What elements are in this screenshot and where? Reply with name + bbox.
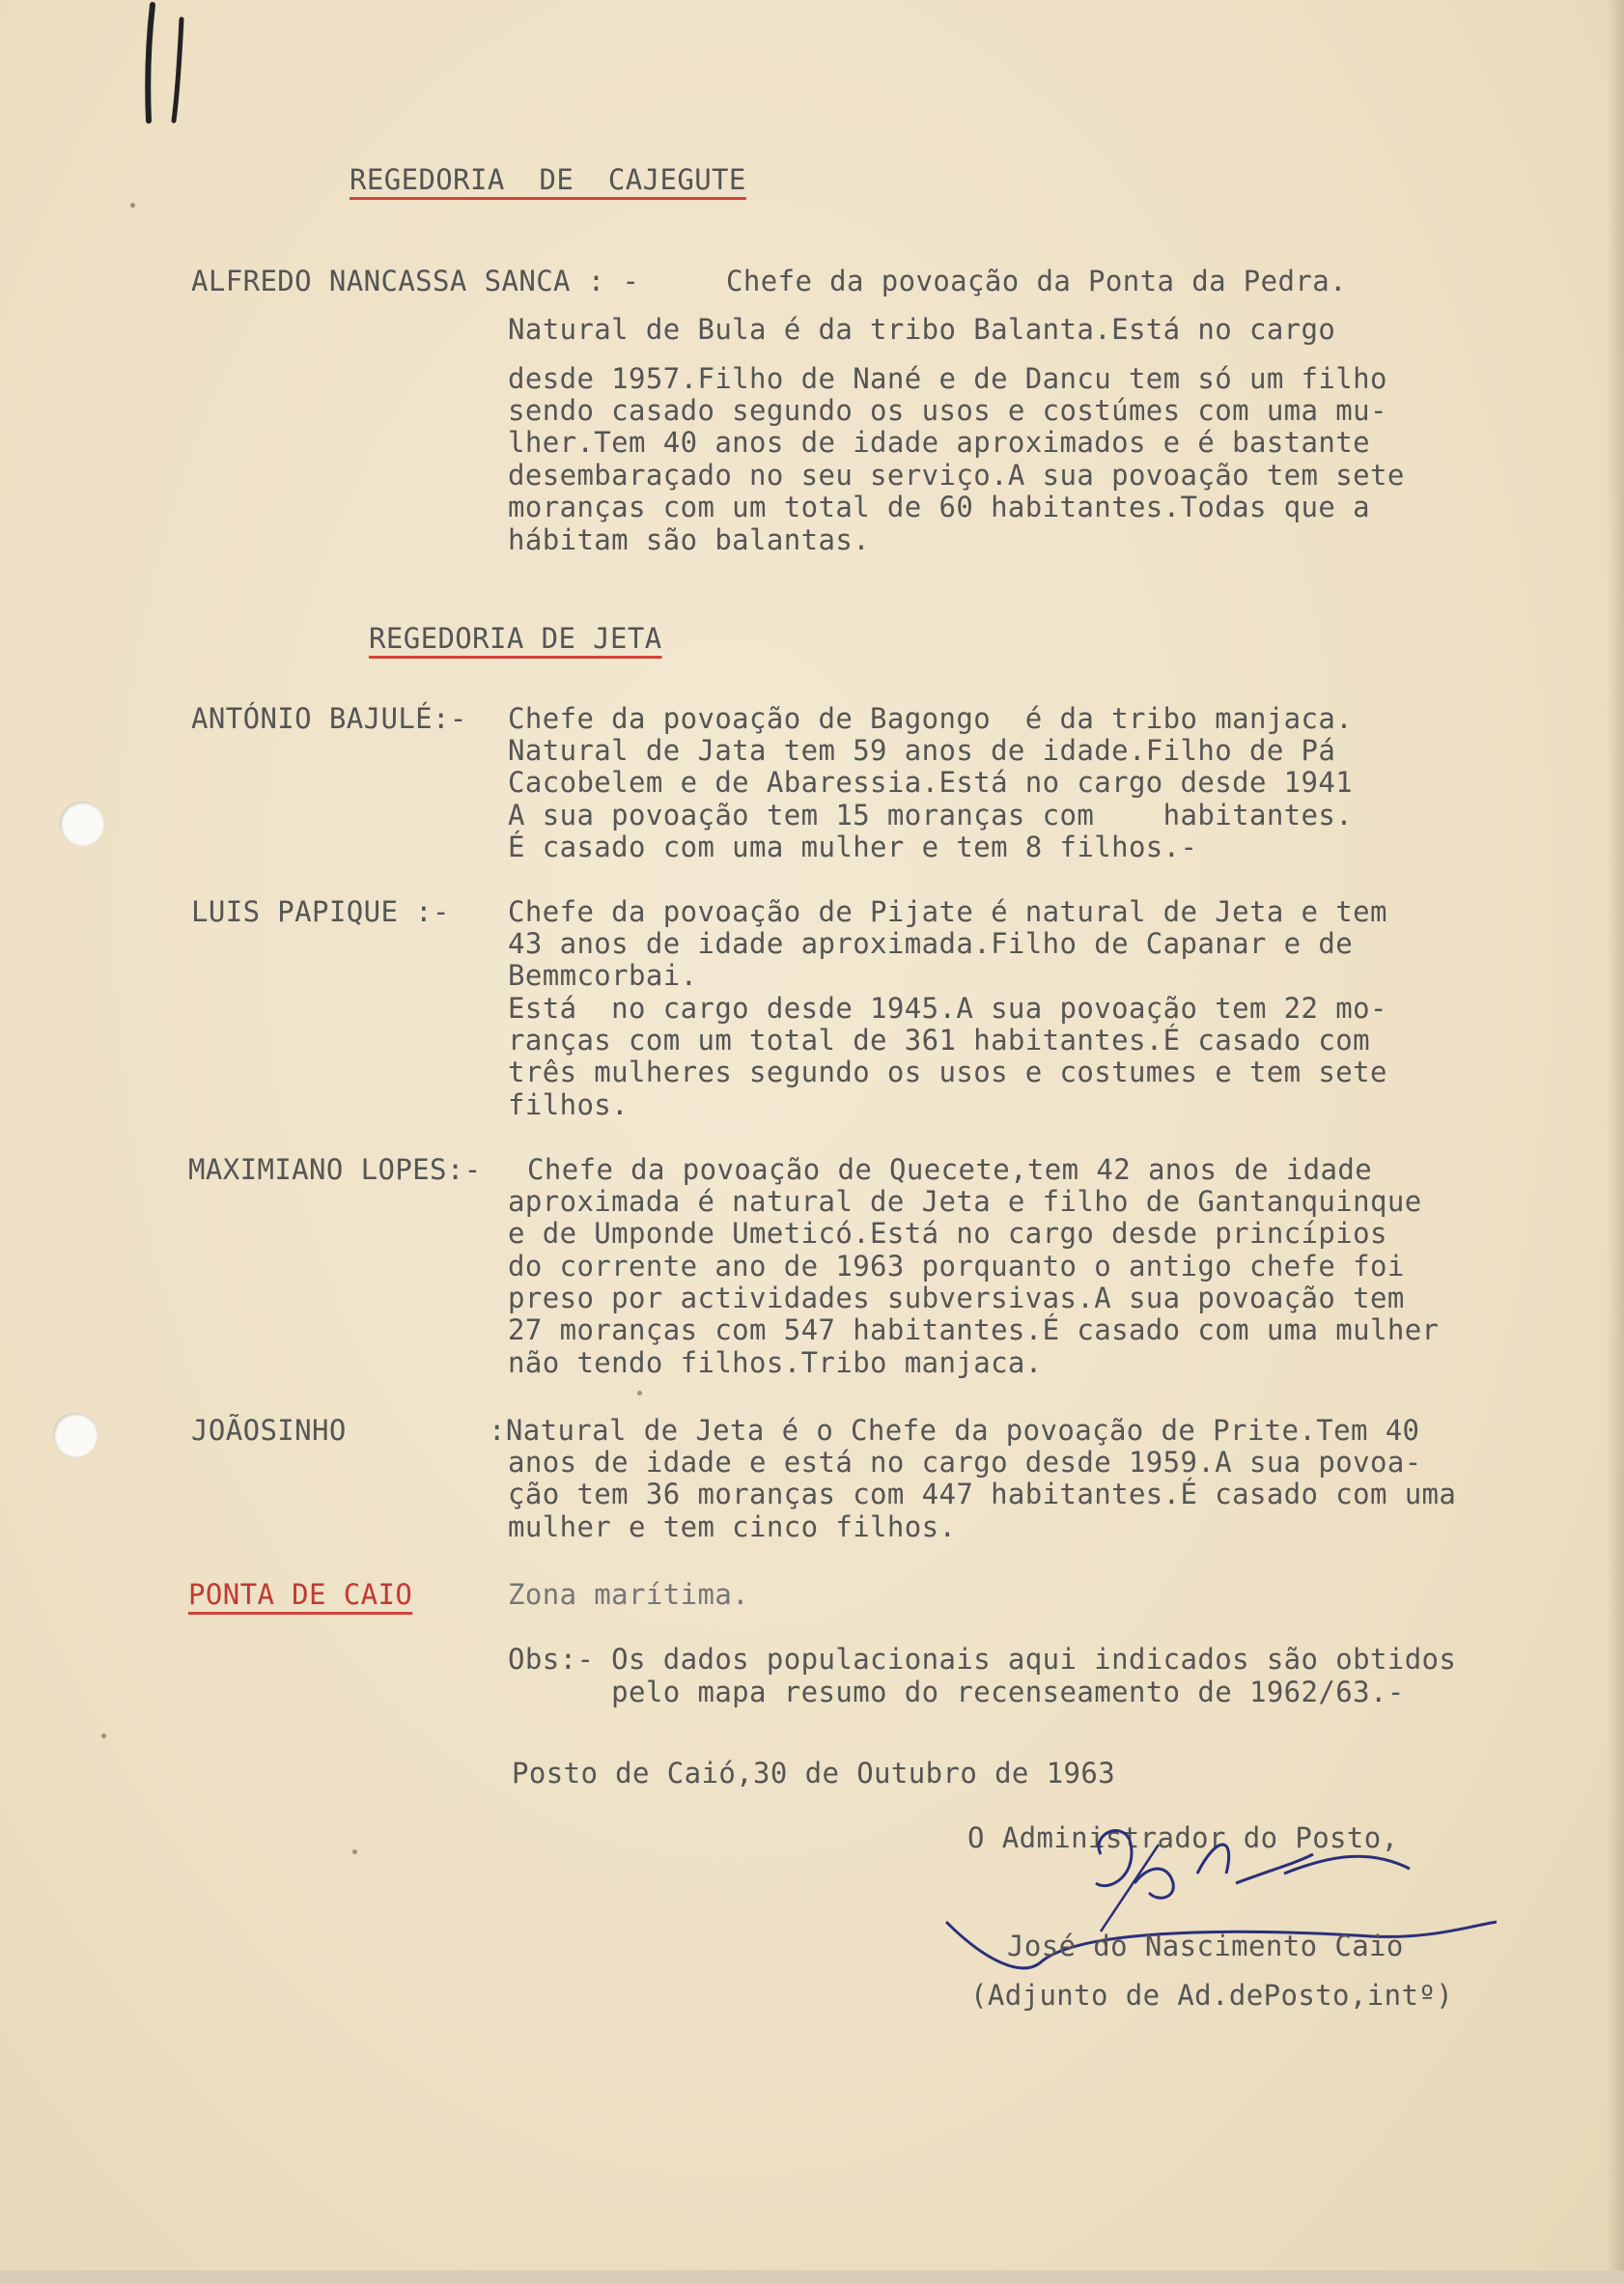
joaosinho-line-3: ção tem 36 moranças com 447 habitantes.É casado com uma — [508, 1478, 1457, 1510]
maximiano-line-3: e de Umponde Umeticó.Está no cargo desde princípios — [508, 1217, 1387, 1250]
ponta-zone-text: Zona marítima. — [508, 1578, 750, 1611]
luis-line-3: Bemmcorbai. — [508, 959, 698, 992]
alfredo-line-3: desde 1957.Filho de Nané e de Dancu tem só um filho — [508, 362, 1387, 395]
punch-hole-upper — [60, 802, 104, 846]
maximiano-line-6: 27 moranças com 547 habitantes.É casado com uma mulher — [508, 1313, 1440, 1346]
maximiano-line-2: aproximada é natural de Jeta e filho de Gantanquinque — [508, 1185, 1422, 1218]
heading-ponta-de-caio: PONTA DE CAIO — [188, 1578, 413, 1611]
signer-name: José do Nascimento Caio — [1007, 1930, 1404, 1962]
antonio-line-2: Natural de Jata tem 59 anos de idade.Filho de Pá — [508, 734, 1336, 767]
antonio-line-5: É casado com uma mulher e tem 8 filhos.- — [508, 831, 1198, 863]
maximiano-line-5: preso por actividades subversivas.A sua povoação tem — [508, 1282, 1405, 1314]
place-date: Posto de Caió,30 de Outubro de 1963 — [512, 1757, 1116, 1790]
heading-regedoria-jeta: REGEDORIA DE JETA — [369, 622, 662, 655]
luis-line-1: Chefe da povoação de Pijate é natural de Jeta e tem — [508, 895, 1387, 928]
obs-line-2: pelo mapa resumo do recenseamento de 1962/63.- — [508, 1676, 1405, 1708]
joaosinho-line-4: mulher e tem cinco filhos. — [508, 1510, 957, 1543]
signer-title: (Adjunto de Ad.dePosto,intº) — [970, 1979, 1454, 2012]
joaosinho-line-1: :Natural de Jeta é o Chefe da povoação de Prite.Tem 40 — [489, 1414, 1420, 1447]
alfredo-line-7: moranças com um total de 60 habitantes.Todas que a — [508, 491, 1370, 523]
entry-name-luis: LUIS PAPIQUE :- — [191, 895, 450, 928]
antonio-line-4: A sua povoação tem 15 moranças com habitantes. — [508, 799, 1354, 832]
entry-name-antonio: ANTÓNIO BAJULÉ:- — [191, 702, 467, 735]
page-edge-shadow — [1607, 0, 1624, 2284]
maximiano-line-7: não tendo filhos.Tribo manjaca. — [508, 1346, 1043, 1379]
alfredo-line-2: Natural de Bula é da tribo Balanta.Está no cargo — [508, 313, 1336, 346]
entry-name-joaosinho: JOÃOSINHO — [191, 1414, 347, 1447]
paper-speck — [101, 1734, 106, 1738]
punch-hole-lower — [53, 1413, 98, 1457]
alfredo-line-8: hábitam são balantas. — [508, 523, 871, 556]
joaosinho-line-2: anos de idade e está no cargo desde 1959.A sua povoa- — [508, 1446, 1422, 1479]
entry-name-alfredo: ALFREDO NANCASSA SANCA : - — [191, 265, 640, 297]
heading-regedoria-cajegute: REGEDORIA DE CAJEGUTE — [350, 163, 746, 196]
luis-line-7: filhos. — [508, 1088, 630, 1121]
luis-line-5: ranças com um total de 361 habitantes.É casado com — [508, 1024, 1370, 1057]
luis-line-6: três mulheres segundo os usos e costumes e tem sete — [508, 1056, 1387, 1088]
entry-name-maximiano: MAXIMIANO LOPES:- — [188, 1153, 482, 1186]
luis-line-2: 43 anos de idade aproximada.Filho de Capanar e de — [508, 927, 1354, 960]
alfredo-line-6: desembaraçado no seu serviço.A sua povoação tem sete — [508, 459, 1405, 492]
administrator-role: O Administrador do Posto, — [967, 1821, 1399, 1854]
alfredo-line-1: Chefe da povoação da Ponta da Pedra. — [726, 265, 1347, 297]
maximiano-line-1: Chefe da povoação de Quecete,tem 42 anos de idade — [527, 1153, 1373, 1186]
antonio-line-1: Chefe da povoação de Bagongo é da tribo manjaca. — [508, 702, 1354, 735]
paper-speck — [637, 1391, 642, 1396]
alfredo-line-5: lher.Tem 40 anos de idade aproximados e é bastante — [508, 426, 1370, 459]
paper-speck — [352, 1849, 357, 1854]
maximiano-line-4: do corrente ano de 1963 porquanto o antigo chefe foi — [508, 1250, 1405, 1283]
paper-speck — [130, 203, 135, 208]
alfredo-line-4: sendo casado segundo os usos e costúmes com uma mu- — [508, 394, 1387, 427]
luis-line-4: Está no cargo desde 1945.A sua povoação tem 22 mo- — [508, 992, 1387, 1025]
obs-line-1: Obs:- Os dados populacionais aqui indicados são obtidos — [508, 1643, 1457, 1676]
handwritten-page-number — [135, 0, 203, 126]
page-bottom-edge — [0, 2270, 1624, 2284]
antonio-line-3: Cacobelem e de Abaressia.Está no cargo desde 1941 — [508, 766, 1354, 799]
